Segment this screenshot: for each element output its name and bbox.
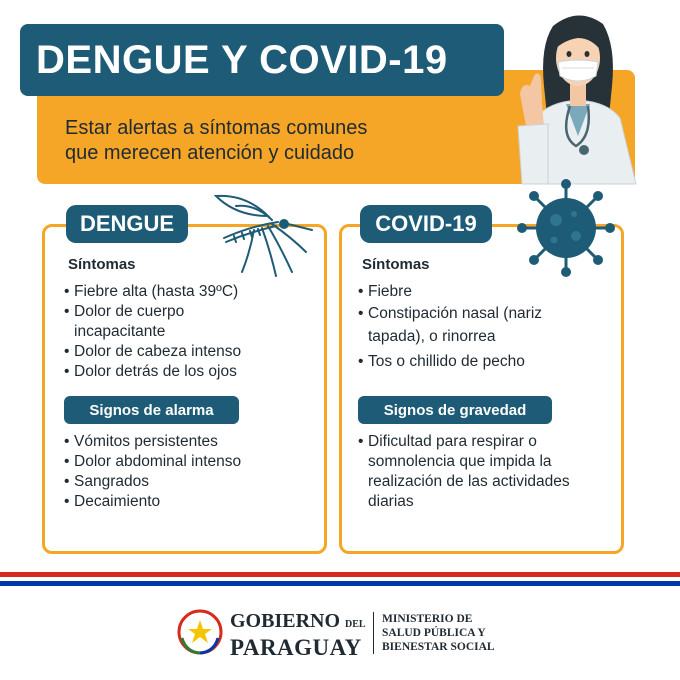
list-item: • Dolor de cuerpo incapacitante [64, 302, 294, 342]
list-item: • Vómitos persistentes [64, 432, 314, 452]
dengue-title-text: DENGUE [79, 211, 175, 236]
dengue-alarm-pill [64, 396, 239, 424]
paraguay-seal-icon [176, 608, 224, 656]
ministry-line-2: SALUD PÚBLICA Y [382, 627, 486, 639]
ministry-line-3: BIENESTAR SOCIAL [382, 641, 495, 653]
covid-severity-label: Signos de gravedad [383, 401, 527, 419]
page-title: DENGUE Y COVID-19 [36, 37, 448, 82]
covid-symptoms-list [358, 282, 598, 372]
covid-title-text: COVID-19 [375, 211, 477, 236]
covid-symptoms-label: Síntomas [362, 256, 430, 273]
subtitle-line-2: que merecen atención y cuidado [65, 142, 355, 164]
covid-title [360, 205, 492, 243]
flag-stripe-blue [0, 581, 680, 586]
list-item: • Sangrados [64, 472, 314, 492]
gov-logo-text [230, 610, 370, 660]
list-item: • Dolor abdominal intenso [64, 452, 314, 472]
dengue-alarm-list [64, 432, 314, 512]
ministry-line-1: MINISTERIO DE [382, 613, 473, 625]
dengue-title [66, 205, 188, 243]
doctor-illustration [508, 6, 648, 186]
list-item: • Dolor detrás de los ojos [64, 362, 294, 382]
dengue-alarm-label: Signos de alarma [89, 401, 214, 419]
gov-line-2: PARAGUAY [230, 635, 362, 660]
footer-divider [373, 612, 374, 654]
list-item: • Fiebre [358, 282, 598, 302]
gov-del: DEL [345, 619, 366, 630]
covid-severity-pill [358, 396, 552, 424]
list-item: • Fiebre alta (hasta 39ºC) [64, 282, 294, 302]
title-banner [20, 24, 504, 96]
list-item: • Dificultad para respirar o somnolencia que impida la realización de las actividades diarias [358, 432, 598, 512]
list-item: • Constipación nasal (nariz tapada), o rinorrea [358, 302, 598, 348]
gov-line-1: GOBIERNO [230, 610, 341, 632]
virus-icon [516, 178, 616, 278]
ministry-text [382, 612, 495, 654]
mosquito-icon [206, 186, 316, 278]
dengue-symptoms-label: Síntomas [68, 256, 136, 273]
subtitle-line-1: Estar alertas a síntomas comunes [65, 117, 368, 139]
list-item: • Decaimiento [64, 492, 314, 512]
covid-severity-list [358, 432, 598, 512]
list-item: • Tos o chillido de pecho [358, 352, 598, 372]
dengue-symptoms-list [64, 282, 294, 382]
list-item: • Dolor de cabeza intenso [64, 342, 294, 362]
